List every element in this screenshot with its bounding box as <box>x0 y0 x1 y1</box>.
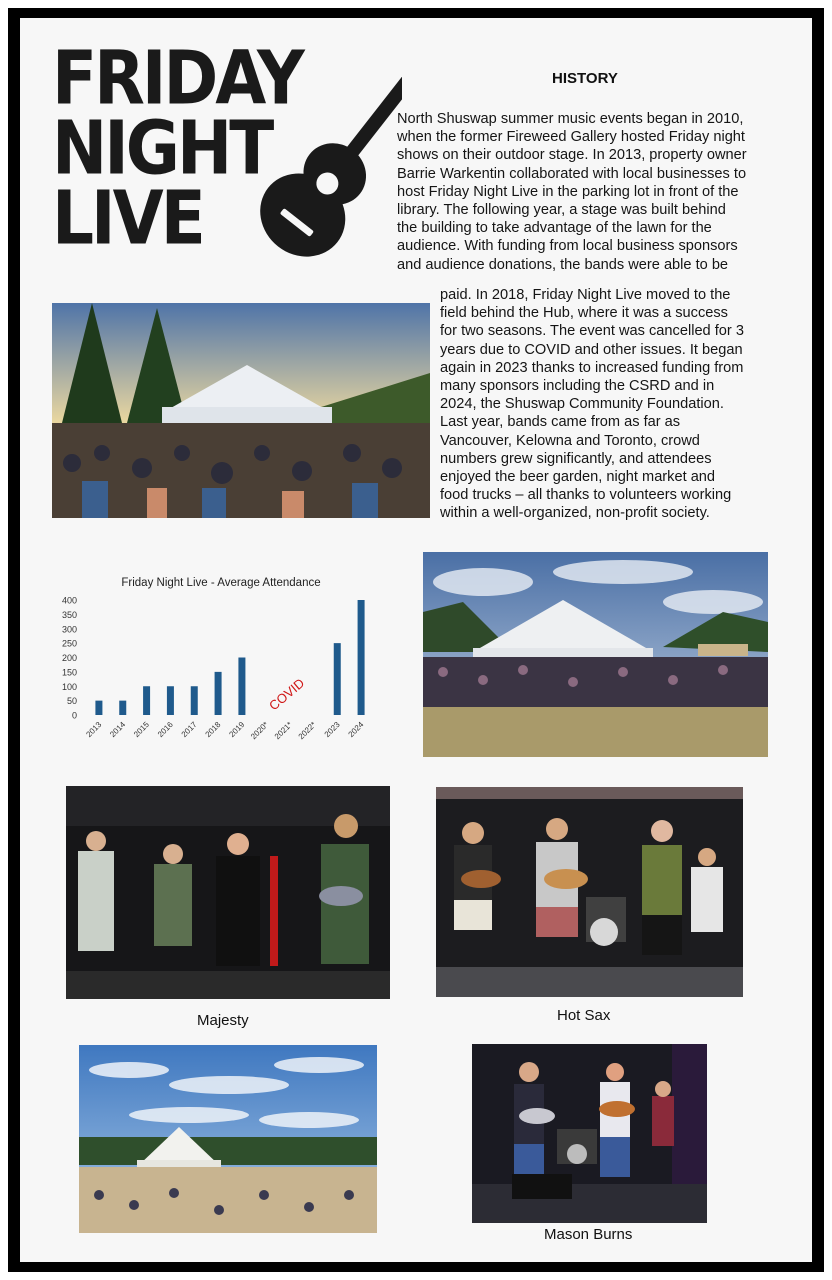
history-paragraph-bottom <box>440 286 744 522</box>
chart-bar <box>191 686 198 715</box>
history-line: many sponsors including the CSRD and in <box>440 377 715 394</box>
history-line: Last year, bands came from as far as <box>440 414 681 431</box>
caption-majesty: Majesty <box>197 1012 249 1029</box>
history-line: within a well-organized, non-profit society. <box>440 505 710 522</box>
history-paragraph-top <box>397 110 747 274</box>
chart-bar <box>95 701 102 715</box>
photo-sunset-tent-crowd <box>52 303 430 518</box>
chart-x-axis <box>84 720 366 742</box>
chart-x-tick-label: 2018 <box>203 720 223 739</box>
history-line: audience. With funding from local business sponsors <box>397 238 738 255</box>
chart-y-tick-label: 400 <box>61 595 77 606</box>
chart-y-tick-label: 200 <box>61 653 77 663</box>
history-line: 2024, the Shuswap Community Foundation. <box>440 396 724 413</box>
photo-hot-sax-band <box>436 787 743 997</box>
photo-tent-large-crowd <box>423 552 768 757</box>
history-line: paid. In 2018, Friday Night Live moved to the <box>440 287 731 303</box>
history-line: when the former Fireweed Gallery hosted Friday night <box>397 129 745 146</box>
chart-x-tick-label: 2014 <box>108 720 128 739</box>
history-line: years due to COVID and other issues. It began <box>440 341 743 358</box>
photo-daytime-tent-crowd <box>79 1045 377 1233</box>
chart-bar <box>143 686 150 715</box>
chart-x-tick-label: 2019 <box>227 720 247 739</box>
logo-word-night: NIGHT <box>52 105 272 192</box>
chart-y-axis <box>62 596 77 721</box>
chart-bar <box>215 672 222 715</box>
guitar-icon <box>252 42 402 272</box>
chart-x-tick-label: 2016 <box>155 720 175 739</box>
chart-x-tick-label: 2015 <box>132 720 151 739</box>
chart-bars <box>95 600 364 715</box>
chart-y-tick-label: 250 <box>61 638 77 649</box>
chart-y-tick-label: 50 <box>66 696 77 707</box>
history-line: and audience donations, the bands were able to be <box>397 256 729 273</box>
photo-majesty-band <box>66 786 390 999</box>
history-line: field behind the Hub, where it was a success <box>440 305 728 322</box>
logo-word-live: LIVE <box>52 175 203 262</box>
friday-night-live-logo <box>52 35 352 262</box>
chart-y-tick-label: 0 <box>71 710 77 721</box>
chart-bar <box>167 686 174 715</box>
history-line: food trucks – all thanks to volunteers working <box>440 487 732 504</box>
history-line: Barrie Warkentin collaborated with local businesses to <box>397 165 747 182</box>
history-line: Vancouver, Kelowna and Toronto, crowd <box>440 432 700 449</box>
chart-y-tick-label: 350 <box>61 609 77 620</box>
history-line: host Friday Night Live in the parking lot in front of the <box>397 183 739 200</box>
history-line: shows on their outdoor stage. In 2013, property owner <box>397 147 747 164</box>
chart-x-tick-label: 2021* <box>272 720 294 742</box>
chart-y-tick-label: 150 <box>61 667 77 678</box>
chart-y-tick-label: 100 <box>61 681 77 692</box>
history-line: library. The following year, a stage was built behind <box>397 201 726 218</box>
chart-bar <box>334 643 341 715</box>
chart-bar <box>358 600 365 715</box>
chart-x-tick-label: 2013 <box>84 720 104 739</box>
chart-bar <box>238 658 245 716</box>
history-line: enjoyed the beer garden, night market and <box>440 468 716 485</box>
history-line: numbers grew significantly, and attendees <box>440 450 712 467</box>
history-line: again in 2023 thanks to increased funding from <box>440 359 744 376</box>
chart-y-tick-label: 300 <box>61 624 77 635</box>
attendance-bar-chart <box>55 570 385 755</box>
history-line: the building to take advantage of the lawn for the <box>397 220 712 237</box>
chart-x-tick-label: 2024 <box>346 720 366 739</box>
chart-x-tick-label: 2017 <box>179 720 199 739</box>
chart-title: Friday Night Live - Average Attendance <box>121 577 321 589</box>
chart-x-tick-label: 2022* <box>296 720 318 742</box>
caption-hot-sax: Hot Sax <box>557 1007 611 1024</box>
photo-mason-burns-band <box>472 1044 707 1223</box>
chart-covid-annotation: COVID <box>266 675 308 714</box>
chart-x-tick-label: 2020* <box>249 720 271 742</box>
chart-bar <box>119 701 126 715</box>
history-heading: HISTORY <box>552 70 618 87</box>
history-line: for two seasons. The event was cancelled for 3 <box>440 323 744 340</box>
logo-word-friday: FRIDAY <box>52 35 302 122</box>
chart-x-tick-label: 2023 <box>322 720 342 739</box>
caption-mason-burns: Mason Burns <box>544 1226 633 1243</box>
history-line: North Shuswap summer music events began in 2010, <box>397 111 744 127</box>
